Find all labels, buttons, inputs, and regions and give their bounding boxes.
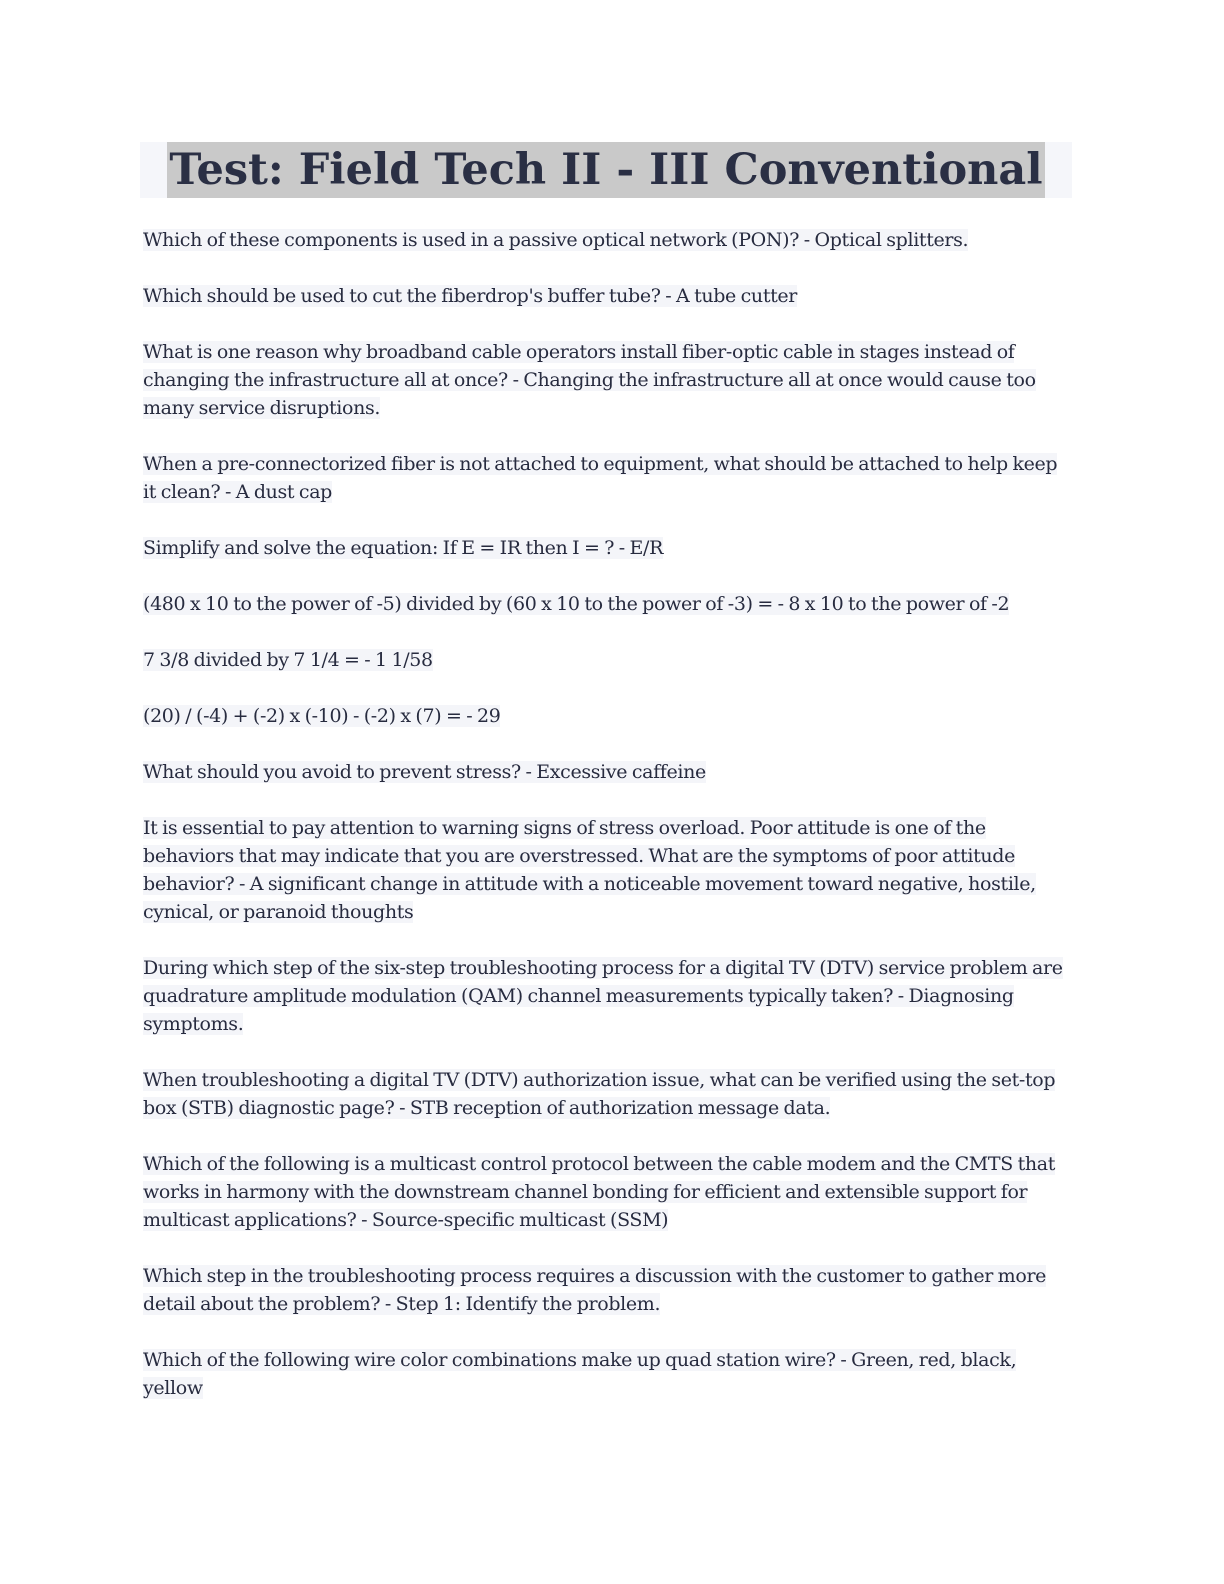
qa-item — [143, 1150, 1073, 1234]
qa-list — [140, 226, 1073, 1402]
qa-text: Which of these components is used in a passive optical network (PON)? - Optical splitters. — [143, 229, 969, 251]
page-title: Test: Field Tech II - III Conventional — [167, 142, 1044, 198]
qa-item — [143, 954, 1073, 1038]
qa-text: Which should be used to cut the fiberdrop's buffer tube? - A tube cutter — [143, 285, 798, 307]
qa-item — [143, 758, 1073, 786]
qa-item — [143, 590, 1073, 618]
qa-text: When troubleshooting a digital TV (DTV) authorization issue, what can be verified using the set-top box (STB) diagnostic page? - STB reception of authorization message data. — [143, 1069, 1056, 1119]
qa-text: (20) / (-4) + (-2) x (-10) - (-2) x (7) = - 29 — [143, 705, 501, 727]
qa-item — [143, 534, 1073, 562]
qa-text: Which of the following is a multicast control protocol between the cable modem and the CMTS that works in harmony with the downstream channel bonding for efficient and extensible support for multicast applications? - Source-specific multicast (SSM) — [143, 1153, 1055, 1231]
qa-text: What is one reason why broadband cable operators install fiber-optic cable in stages instead of changing the infrastructure all at once? - Changing the infrastructure all at once would cause too many service disruptions. — [143, 341, 1036, 419]
qa-text: Which of the following wire color combinations make up quad station wire? - Green, red, black, yellow — [143, 1349, 1017, 1399]
qa-item — [143, 282, 1073, 310]
qa-text: Simplify and solve the equation: If E = IR then I = ? - E/R — [143, 537, 664, 559]
qa-text: Which step in the troubleshooting process requires a discussion with the customer to gather more detail about the problem? - Step 1: Identify the problem. — [143, 1265, 1047, 1315]
qa-text: (480 x 10 to the power of -5) divided by (60 x 10 to the power of -3) = - 8 x 10 to the power of -2 — [143, 593, 1010, 615]
qa-text: It is essential to pay attention to warning signs of stress overload. Poor attitude is one of the behaviors that may indicate that you are overstressed. What are the symptoms of poor attitude behavior? - A significant change in attitude with a noticeable movement toward negative, hostile, cynical, or paranoid thoughts — [143, 817, 1036, 923]
qa-text: What should you avoid to prevent stress? - Excessive caffeine — [143, 761, 706, 783]
qa-item — [143, 1346, 1073, 1402]
qa-item — [143, 1066, 1073, 1122]
title-band — [140, 142, 1072, 198]
qa-item — [143, 646, 1073, 674]
qa-item — [143, 450, 1073, 506]
qa-item — [143, 702, 1073, 730]
qa-text: 7 3/8 divided by 7 1/4 = - 1 1/58 — [143, 649, 433, 671]
qa-item — [143, 226, 1073, 254]
qa-item — [143, 814, 1073, 926]
qa-item — [143, 1262, 1073, 1318]
qa-text: During which step of the six-step troubleshooting process for a digital TV (DTV) service problem are quadrature amplitude modulation (QAM) channel measurements typically taken? - Diagnosing symptoms. — [143, 957, 1063, 1035]
document-page — [140, 142, 1072, 1430]
qa-item — [143, 338, 1073, 422]
qa-text: When a pre-connectorized fiber is not attached to equipment, what should be attached to help keep it clean? - A dust cap — [143, 453, 1058, 503]
